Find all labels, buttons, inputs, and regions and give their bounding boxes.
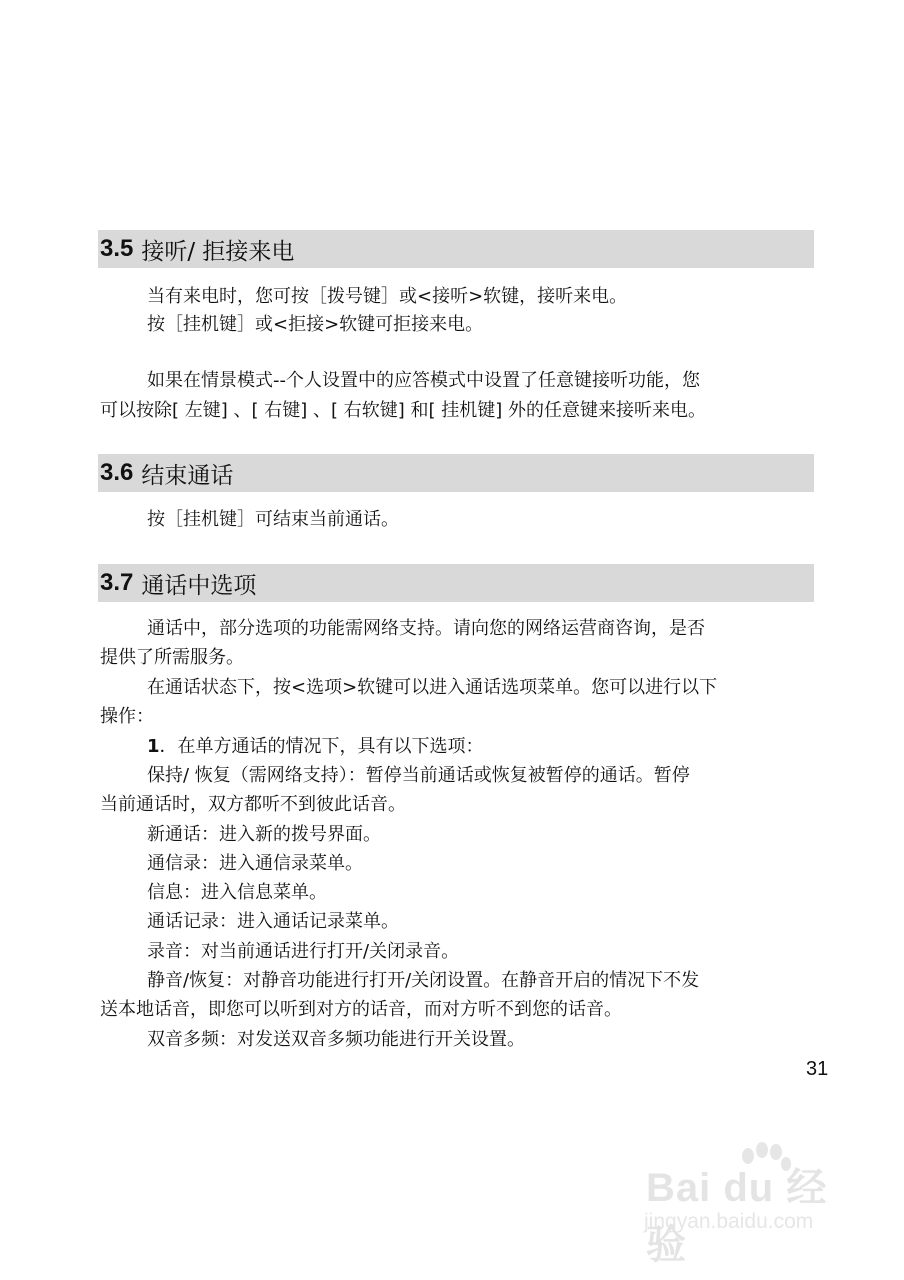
section-number: 3.6 xyxy=(100,459,134,486)
paragraph-line: 信息：进入信息菜单。 xyxy=(147,882,327,903)
watermark-logo: Bai du 经验 xyxy=(646,1166,828,1267)
section-title: 通话中选项 xyxy=(141,572,257,599)
paragraph-line: 如果在情景模式--个人设置中的应答模式中设置了任意键接听功能，您 xyxy=(147,370,700,391)
paragraph-line: 静音/恢复：对静音功能进行打开/关闭设置。在静音开启的情况下不发 xyxy=(147,970,700,991)
section-heading-3-7 xyxy=(98,564,814,602)
baidu-watermark xyxy=(636,1140,866,1267)
paragraph-line: 提供了所需服务。 xyxy=(100,647,244,668)
list-text: ．在单方通话的情况下，具有以下选项： xyxy=(159,736,484,757)
paragraph-line: 操作： xyxy=(100,706,154,727)
paragraph-line: 按［挂机键］或<拒接>软键可拒接来电。 xyxy=(147,314,484,335)
page-number: 31 xyxy=(806,1058,829,1080)
paragraph-line: 通话中，部分选项的功能需网络支持。请向您的网络运营商咨询，是否 xyxy=(147,618,705,639)
paragraph-line: 按［挂机键］可结束当前通话。 xyxy=(147,509,399,530)
paragraph-line: 双音多频：对发送双音多频功能进行开关设置。 xyxy=(147,1029,525,1050)
paragraph-line: 送本地话音，即您可以听到对方的话音，而对方听不到您的话音。 xyxy=(100,999,622,1020)
section-title: 接听/ 拒接来电 xyxy=(141,238,295,265)
section-title: 结束通话 xyxy=(141,462,234,489)
section-heading-3-6 xyxy=(98,454,814,492)
paragraph-line: 当有来电时，您可按［拨号键］或<接听>软键，接听来电。 xyxy=(147,286,628,307)
list-number: 1 xyxy=(147,736,160,757)
paragraph-line xyxy=(147,734,484,760)
paragraph-line: 通话记录：进入通话记录菜单。 xyxy=(147,911,399,932)
paragraph-line: 录音：对当前通话进行打开/关闭录音。 xyxy=(147,941,460,962)
section-heading-3-5 xyxy=(98,230,814,268)
paragraph-line: 可以按除[ 左键] 、[ 右键] 、[ 右软键] 和[ 挂机键] 外的任意键来接听来电。 xyxy=(100,400,706,421)
section-number: 3.7 xyxy=(100,569,134,596)
paragraph-line: 通信录：进入通信录菜单。 xyxy=(147,853,363,874)
paragraph-line: 保持/ 恢复（需网络支持）：暂停当前通话或恢复被暂停的通话。暂停 xyxy=(147,765,690,786)
paragraph-line: 当前通话时，双方都听不到彼此话音。 xyxy=(100,794,406,815)
watermark-url: jingyan.baidu.com xyxy=(644,1210,814,1233)
paragraph-line: 新通话：进入新的拨号界面。 xyxy=(147,824,381,845)
paragraph-line: 在通话状态下，按<选项>软键可以进入通话选项菜单。您可以进行以下 xyxy=(147,677,718,698)
section-number: 3.5 xyxy=(100,235,134,262)
